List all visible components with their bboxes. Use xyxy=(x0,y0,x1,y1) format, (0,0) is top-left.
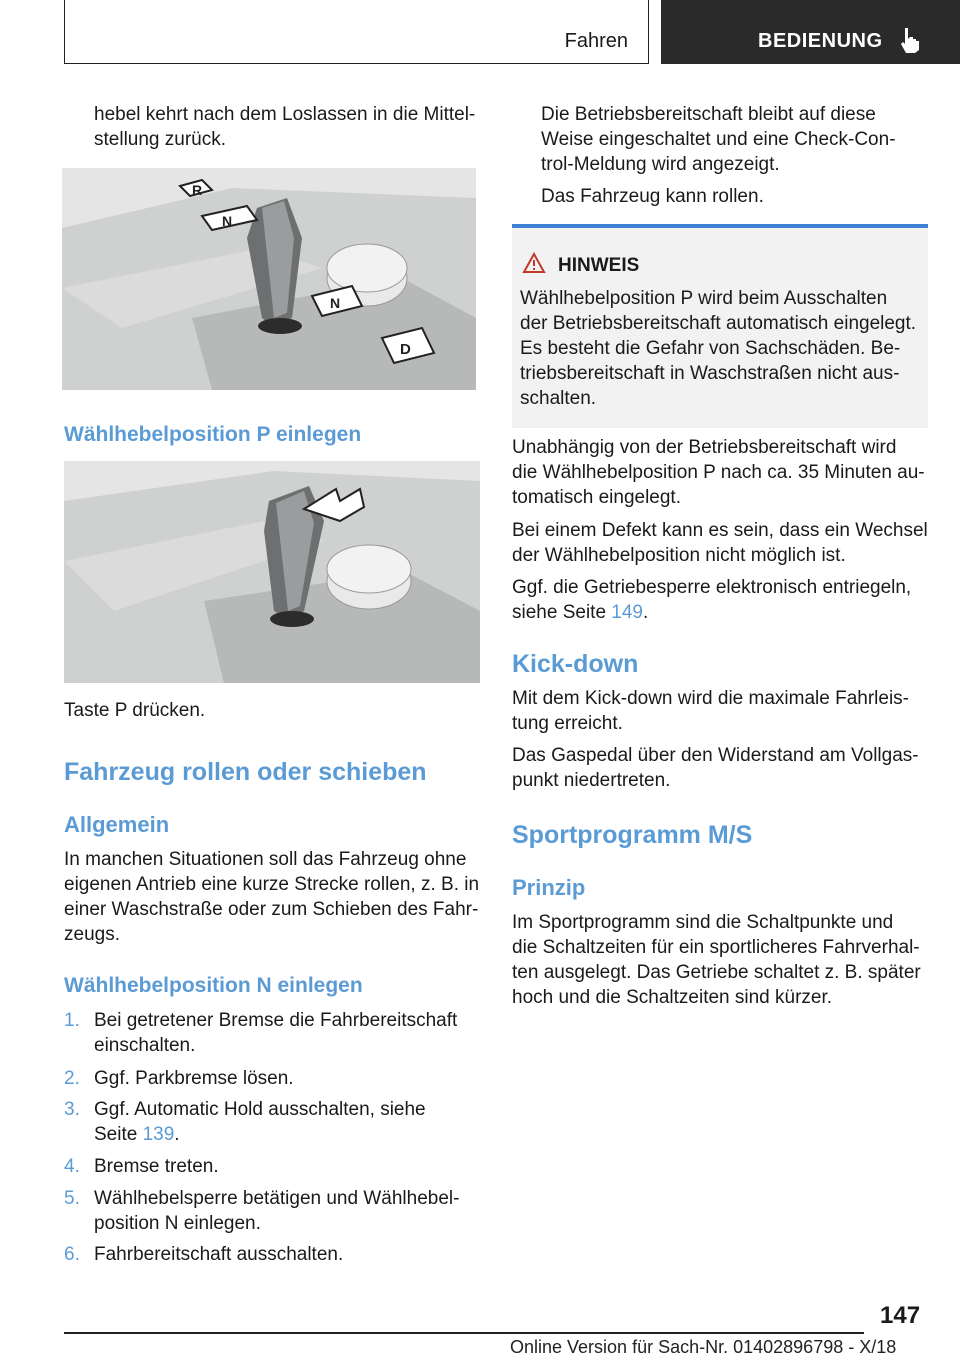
caption-p: Taste P drücken. xyxy=(64,700,206,721)
page-number: 147 xyxy=(880,1302,921,1329)
fig-label-n-bottom: N xyxy=(330,295,341,311)
figure-selector-lever-p xyxy=(64,461,480,683)
para-2: Bei einem Defekt kann es sein, dass ein Wechsel der Wählhebelposition nicht möglich ist. xyxy=(512,520,928,566)
heading-prinzip: Prinzip xyxy=(512,875,586,900)
fig-label-d: D xyxy=(400,341,411,358)
warning-icon xyxy=(522,252,546,274)
section-title: Fahren xyxy=(564,30,628,52)
pointing-hand-icon xyxy=(897,26,923,54)
note-text: Wählhebelposition P wird beim Ausschalten der Betriebsbereitschaft automatisch eingelegt. Es besteht die Gefahr von Sachschäden. Be- triebsbereitschaft in Waschstraßen nicht aus- schalten. xyxy=(520,288,917,409)
chapter-tab xyxy=(661,0,960,64)
allgemein-text: In manchen Situationen soll das Fahrzeug ohne eigenen Antrieb eine kurze Strecke rollen, z. B. in einer Waschstraße oder zum Schieben des Fahr- zeugs. xyxy=(64,849,480,945)
page-link-139[interactable]: 139 xyxy=(142,1124,175,1145)
kick-text-2: Das Gaspedal über den Widerstand am Vollgas- punkt niedertreten. xyxy=(512,745,919,791)
heading-n: Wählhebelposition N einlegen xyxy=(64,974,363,997)
prinzip-text: Im Sportprogramm sind die Schaltpunkte und die Schaltzeiten für ein sportlicheres Fahrverhal- ten ausgelegt. Das Getriebe schaltet z. B. später hoch und die Schaltzeiten sind kürzer. xyxy=(512,912,921,1008)
para-3: Ggf. die Getriebesperre elektronisch entriegeln, siehe Seite 149. xyxy=(512,577,912,623)
left-intro: hebel kehrt nach dem Loslassen in die Mittel- stellung zurück. xyxy=(94,104,476,150)
kick-text-1: Mit dem Kick-down wird die maximale Fahrleis- tung erreicht. xyxy=(512,688,909,734)
fig-label-n-top: N xyxy=(222,213,233,229)
page-link-149[interactable]: 149 xyxy=(611,602,643,623)
figure-selector-lever-n xyxy=(62,168,476,390)
para-1: Unabhängig von der Betriebsbereitschaft wird die Wählhebelposition P nach ca. 35 Minuten au- tomatisch eingelegt. xyxy=(512,437,925,508)
heading-kick-down: Kick-down xyxy=(512,650,639,678)
heading-sport: Sportprogramm M/S xyxy=(512,821,753,849)
heading-p: Wählhebelposition P einlegen xyxy=(64,423,362,446)
footer-online-version: Online Version für Sach-Nr. 01402896798 - X/18 xyxy=(510,1337,897,1357)
footer-divider xyxy=(64,1332,864,1334)
note-title: HINWEIS xyxy=(558,255,640,276)
fig-label-r: R xyxy=(192,182,203,198)
header-box xyxy=(64,0,649,64)
heading-allgemein: Allgemein xyxy=(64,812,170,837)
chapter-title: BEDIENUNG xyxy=(758,30,883,52)
heading-roll: Fahrzeug rollen oder schieben xyxy=(64,758,427,786)
note-box xyxy=(512,224,928,428)
right-intro: Die Betriebsbereitschaft bleibt auf diese Weise eingeschaltet und eine Check-Con- trol-Meldung wird angezeigt. Das Fahrzeug kann rollen. xyxy=(541,104,896,207)
